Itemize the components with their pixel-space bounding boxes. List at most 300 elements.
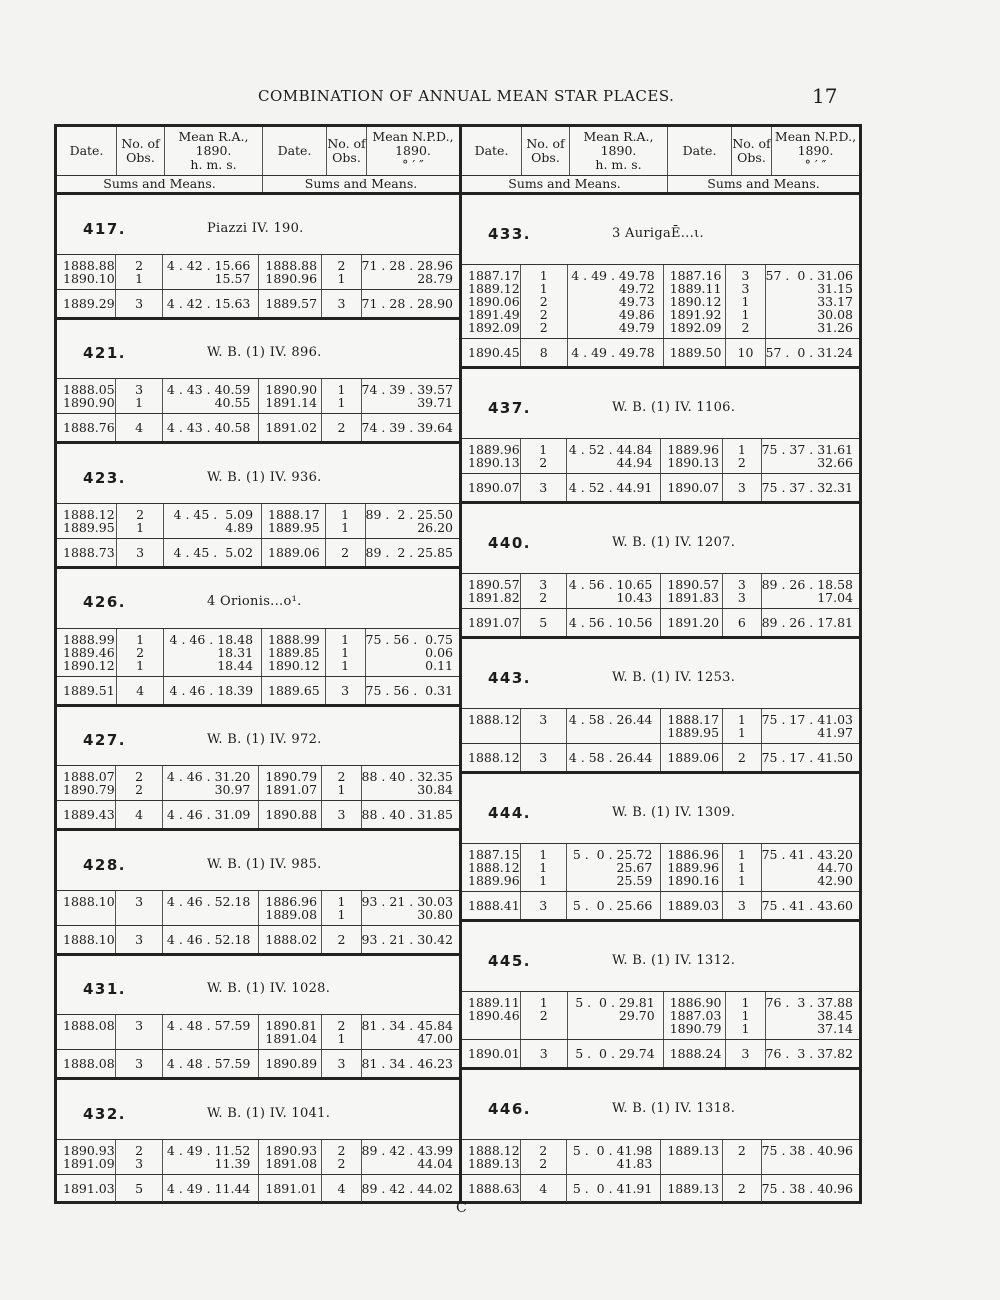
header-date: [668, 127, 732, 175]
obs-count-cell-value: 3: [741, 281, 750, 296]
mean-ra-cell-value: 4 . 49 . 11.44: [166, 1181, 251, 1196]
star-designation: W. B. (1) IV. 1253.: [612, 670, 736, 686]
date-cell: [57, 504, 117, 538]
obs-count-cell: [322, 1015, 361, 1049]
header-obs-text: No. of: [327, 136, 366, 151]
date-cell-value: 1890.57: [667, 577, 720, 592]
obs-count-cell-value: 5: [135, 1181, 144, 1196]
mean-ra-cell-value: 4 . 49 . 49.78: [571, 345, 655, 360]
mean-npd-cell: [762, 1175, 859, 1202]
mean-npd-cell: [366, 629, 459, 676]
mean-ra-cell: [567, 844, 662, 891]
obs-count-cell-value: 1: [741, 1021, 750, 1036]
signature-mark: C: [456, 1200, 467, 1216]
date-cell: [462, 474, 521, 501]
star-designation: W. B. (1) IV. 985.: [207, 856, 322, 872]
obs-count-cell-value: 3: [737, 898, 746, 913]
obs-count-cell: [521, 265, 568, 338]
sums-and-means-result-row: [57, 414, 459, 441]
obs-count-cell-value: 3: [539, 712, 548, 727]
obs-count-cell-value: 2: [539, 307, 548, 322]
obs-count-cell-value: 1: [341, 644, 350, 660]
mean-npd-cell-value: 39.71: [417, 395, 453, 411]
sums-and-means-label: Sums and Means.: [462, 176, 668, 192]
star-group-title: [462, 195, 859, 264]
star-group-body: [462, 708, 859, 771]
date-cell: [661, 744, 723, 771]
obs-count-cell: [521, 609, 567, 636]
date-cell-value: 1890.13: [667, 455, 720, 470]
obs-count-cell-value: 2: [539, 590, 548, 605]
page-header: [0, 84, 1000, 108]
mean-npd-cell-value: 71 . 28 . 28.96: [361, 257, 453, 273]
sums-and-means-result-row: [462, 609, 859, 636]
obs-count-cell-value: 2: [337, 1018, 346, 1034]
mean-ra-cell-value: 29.70: [618, 1008, 655, 1023]
obs-count-cell-value: [116, 1032, 162, 1045]
star-group-title: [462, 774, 859, 843]
obs-count-cell: [326, 504, 366, 538]
obs-count-cell-value: 1: [539, 860, 548, 875]
obs-count-cell-value: 4: [135, 807, 144, 823]
date-cell-value: 1892.09: [669, 320, 722, 335]
obs-count-cell: [116, 801, 163, 828]
date-cell-value: 1889.46: [63, 644, 115, 660]
date-cell-value: 1890.13: [468, 455, 520, 470]
mean-npd-cell: [762, 844, 859, 891]
date-cell: [259, 414, 322, 441]
star-group: [462, 922, 859, 1070]
mean-ra-cell: [567, 1140, 662, 1174]
date-cell-value: 1890.01: [468, 1046, 520, 1061]
date-cell-value: 1890.06: [468, 294, 520, 309]
date-cell-value: 1891.08: [265, 1156, 318, 1171]
obs-count-cell: [521, 709, 567, 743]
obs-count-cell-value: 1: [136, 657, 145, 673]
star-designation: Piazzi IV. 190.: [207, 220, 304, 236]
mean-ra-cell-value: 49.86: [618, 307, 655, 322]
sums-and-means-result-row: [57, 290, 459, 317]
mean-ra-cell-value: 4 . 46 . 52.18: [166, 931, 251, 947]
obs-count-cell: [322, 1050, 361, 1077]
star-number: 440.: [488, 534, 532, 553]
star-group: [462, 639, 859, 774]
obs-count-cell: [521, 992, 568, 1039]
date-cell: [462, 1040, 521, 1067]
obs-count-cell-value: 1: [337, 395, 346, 411]
mean-npd-cell-value: 75 . 17 . 41.50: [761, 750, 853, 765]
star-designation: W. B. (1) IV. 1028.: [207, 981, 331, 997]
obs-count-cell: [322, 255, 361, 289]
obs-count-cell: [116, 891, 163, 925]
obs-count-cell-value: 1: [737, 847, 746, 862]
obs-count-cell-value: 1: [341, 657, 350, 673]
header-mean-npd-text: 1890.: [797, 143, 834, 158]
date-cell: [462, 609, 521, 636]
date-cell: [57, 891, 116, 925]
date-cell: [259, 255, 322, 289]
date-cell-value: 1886.90: [669, 995, 722, 1010]
mean-npd-cell-value: 88 . 40 . 31.85: [361, 807, 453, 823]
date-cell-value: 1888.24: [669, 1046, 722, 1061]
obs-count-cell: [116, 926, 163, 953]
date-cell-value: 1888.17: [667, 712, 720, 727]
mean-ra-cell-value: 4 . 56 . 10.65: [568, 577, 653, 592]
mean-ra-cell-value: 40.55: [214, 395, 251, 411]
date-cell: [57, 290, 116, 317]
obs-count-cell: [723, 744, 761, 771]
mean-npd-cell-value: 31.15: [817, 281, 853, 296]
obs-count-cell-value: 3: [539, 898, 548, 913]
mean-npd-cell-value: 75 . 37 . 32.31: [761, 480, 853, 495]
header-mean-ra-text: Mean R.A.,: [583, 129, 654, 144]
date-cell: [57, 1050, 116, 1077]
obs-count-cell: [521, 1040, 568, 1067]
mean-ra-cell-value: 5 . 0 . 41.98: [572, 1143, 653, 1158]
sums-and-means-result-row: [57, 1175, 459, 1202]
star-groups: [57, 195, 459, 1202]
date-cell-value: 1887.15: [468, 847, 520, 862]
star-designation: W. B. (1) IV. 1309.: [612, 805, 736, 821]
obs-count-cell: [326, 539, 366, 566]
obs-count-cell-value: 3: [135, 295, 144, 311]
header-mean-ra-text: 1890.: [195, 143, 232, 158]
date-cell-value: 1888.88: [63, 257, 115, 273]
date-cell-value: 1890.46: [468, 1008, 520, 1023]
star-group-body: [462, 843, 859, 919]
mean-ra-cell: [567, 574, 662, 608]
mean-npd-cell: [766, 1040, 859, 1067]
obs-count-cell: [723, 474, 761, 501]
star-group-body: [462, 573, 859, 636]
mean-npd-cell-value: 88 . 40 . 32.35: [361, 769, 453, 785]
obs-count-cell-value: 1: [539, 995, 548, 1010]
sums-and-means-label: Sums and Means.: [707, 176, 820, 191]
star-group-title: [462, 369, 859, 438]
star-number: 437.: [488, 399, 532, 418]
date-cell: [462, 709, 521, 743]
obs-count-cell-value: 4: [337, 1181, 346, 1196]
star-designation: W. B. (1) IV. 936.: [207, 469, 322, 485]
mean-ra-cell: [163, 1015, 259, 1049]
obs-count-cell-value: 2: [539, 320, 548, 335]
date-cell: [462, 992, 521, 1039]
mean-npd-cell-value: 0.11: [425, 657, 453, 673]
date-cell: [57, 539, 117, 566]
date-cell: [57, 677, 117, 704]
mean-ra-cell-value: 5 . 0 . 25.72: [572, 847, 653, 862]
header-date-text: Date.: [682, 143, 717, 158]
obs-count-cell: [723, 709, 761, 743]
date-cell-value: 1889.06: [268, 544, 320, 560]
date-cell: [57, 766, 116, 800]
date-cell: [57, 1015, 116, 1049]
date-cell: [57, 629, 117, 676]
date-cell-value: 1889.96: [667, 442, 720, 457]
obs-count-cell: [723, 1175, 761, 1202]
mean-npd-cell-value: 28.79: [417, 270, 453, 286]
star-group-title: [57, 195, 459, 254]
star-group: [57, 444, 459, 569]
mean-npd-cell: [362, 1050, 459, 1077]
date-cell-value: 1889.43: [63, 807, 115, 823]
mean-ra-cell-value: 4 . 58 . 26.44: [568, 712, 653, 727]
date-cell-value: 1889.03: [667, 898, 720, 913]
date-cell-value: 1888.08: [63, 1056, 115, 1072]
mean-npd-cell: [762, 574, 859, 608]
star-group: [462, 195, 859, 369]
obs-count-cell-value: 2: [337, 1143, 346, 1158]
date-cell-value: 1889.85: [268, 644, 320, 660]
obs-count-cell-value: 1: [539, 281, 548, 296]
date-cell: [661, 892, 723, 919]
observations-row: [462, 844, 859, 892]
star-group-body: [57, 765, 459, 828]
star-group: [462, 504, 859, 639]
star-group-body: [462, 264, 859, 366]
mean-ra-cell: [568, 1040, 664, 1067]
obs-count-cell-value: 3: [135, 1156, 144, 1171]
sums-and-means-result-row: [57, 1050, 459, 1077]
date-cell: [259, 801, 322, 828]
obs-count-cell-value: 1: [741, 307, 750, 322]
date-cell: [57, 926, 116, 953]
mean-ra-cell: [163, 379, 259, 413]
obs-count-cell-value: 3: [337, 295, 346, 311]
header-mean-npd-text: Mean N.P.D.,: [372, 129, 454, 144]
mean-npd-cell-value: 81 . 34 . 46.23: [361, 1056, 453, 1072]
date-cell: [57, 379, 116, 413]
obs-count-cell-value: 4: [135, 420, 144, 436]
date-cell-value: 1890.90: [265, 382, 318, 398]
header-date: [462, 127, 522, 175]
mean-npd-cell-value: 74 . 39 . 39.57: [361, 382, 453, 398]
date-cell: [462, 265, 521, 338]
date-cell-value: 1890.16: [667, 873, 720, 888]
header-date-text: Date.: [277, 143, 312, 158]
obs-count-cell: [322, 1175, 361, 1202]
date-cell-value: 1891.82: [468, 590, 520, 605]
header-obs-text: Obs.: [126, 150, 155, 165]
observations-row: [57, 255, 459, 290]
mean-ra-cell-value: 4 . 46 . 18.48: [169, 631, 254, 647]
star-designation: W. B. (1) IV. 1041.: [207, 1105, 331, 1121]
obs-count-cell-value: [723, 1157, 760, 1170]
mean-npd-cell-value: 57 . 0 . 31.06: [765, 268, 853, 283]
mean-npd-cell-value: 81 . 34 . 45.84: [361, 1018, 453, 1034]
star-number: 426.: [83, 593, 127, 612]
star-group-title: [462, 639, 859, 708]
obs-count-cell-value: 2: [539, 455, 548, 470]
date-cell: [259, 379, 322, 413]
mean-ra-cell: [567, 709, 662, 743]
sums-and-means-label: Sums and Means.: [304, 176, 418, 191]
mean-ra-cell: [163, 1140, 259, 1174]
star-group: [57, 195, 459, 320]
obs-count-cell-value: 2: [539, 1008, 548, 1023]
star-group-title: [462, 922, 859, 991]
mean-ra-cell-value: 44.94: [616, 455, 653, 470]
header-obs-text: No. of: [121, 136, 160, 151]
obs-count-cell: [521, 744, 567, 771]
obs-count-cell-value: 3: [737, 590, 746, 605]
obs-count-cell-value: 2: [135, 257, 144, 273]
date-cell: [661, 439, 723, 473]
mean-ra-cell-value: 49.72: [618, 281, 655, 296]
obs-count-cell-value: 1: [539, 268, 548, 283]
obs-count-cell-value: 3: [539, 480, 548, 495]
date-cell-value: 1888.12: [468, 1143, 520, 1158]
obs-count-cell-value: [521, 726, 566, 739]
mean-npd-cell-value: 93 . 21 . 30.42: [361, 931, 453, 947]
star-number: 433.: [488, 225, 532, 244]
mean-npd-cell-value: 75 . 56 . 0.31: [365, 682, 453, 698]
sums-and-means-result-row: [57, 539, 459, 566]
header-date: [263, 127, 327, 175]
date-cell-value: 1890.90: [63, 395, 115, 411]
obs-count-cell-value: 3: [539, 1046, 548, 1061]
obs-count-cell-value: 3: [337, 1056, 346, 1072]
date-cell: [57, 1140, 116, 1174]
star-designation: 4 Orionis...o¹.: [207, 594, 302, 610]
mean-ra-cell: [164, 539, 262, 566]
date-cell-value: 1889.96: [468, 442, 520, 457]
star-designation: W. B. (1) IV. 972.: [207, 732, 322, 748]
mean-ra-cell-value: 4 . 49 . 11.52: [166, 1143, 251, 1158]
date-cell-value: 1889.06: [667, 750, 720, 765]
mean-ra-cell-value: 25.59: [616, 873, 653, 888]
date-cell-value: 1889.11: [468, 995, 520, 1010]
header-mean-npd-text: 1890.: [395, 143, 431, 158]
obs-count-cell-value: 1: [135, 270, 144, 286]
date-cell-value: 1889.95: [63, 519, 115, 535]
header-mean-npd-text: ° ′ ″: [402, 157, 424, 172]
obs-count-cell: [521, 892, 567, 919]
date-cell-value: 1888.99: [63, 631, 115, 647]
date-cell: [259, 891, 322, 925]
star-designation: W. B. (1) IV. 1312.: [612, 953, 736, 969]
header-mean-ra-text: h. m. s.: [190, 157, 237, 172]
star-number: 423.: [83, 468, 127, 487]
obs-count-cell-value: 4: [136, 682, 145, 698]
mean-npd-cell: [362, 379, 459, 413]
sums-and-means-result-row: [462, 474, 859, 501]
mean-ra-cell-value: 4.89: [225, 519, 254, 535]
header-obs-text: Obs.: [737, 150, 766, 165]
mean-ra-cell: [567, 609, 662, 636]
observations-row: [57, 1015, 459, 1050]
sums-and-means-result-row: [462, 892, 859, 919]
date-cell-value: 1890.10: [63, 270, 115, 286]
star-group-body: [57, 628, 459, 704]
running-title: COMBINATION OF ANNUAL MEAN STAR PLACES.: [258, 87, 675, 105]
obs-count-cell-value: 2: [737, 750, 746, 765]
mean-npd-cell-value: 76 . 3 . 37.82: [765, 1046, 853, 1061]
header-mean-ra-text: 1890.: [600, 143, 637, 158]
star-number: 428.: [83, 855, 127, 874]
star-group: [57, 831, 459, 956]
mean-npd-cell: [366, 504, 459, 538]
date-cell-value: 1888.07: [63, 769, 115, 785]
mean-ra-cell-value: 4 . 48 . 57.59: [166, 1056, 251, 1072]
obs-count-cell: [726, 339, 765, 366]
star-group-title: [57, 956, 459, 1015]
date-cell: [259, 1050, 322, 1077]
date-cell-value: 1891.02: [265, 420, 318, 436]
obs-count-cell: [322, 290, 361, 317]
observations-row: [57, 379, 459, 414]
star-group: [57, 569, 459, 707]
mean-ra-cell-value: 4 . 43 . 40.58: [166, 420, 251, 436]
mean-npd-cell: [362, 891, 459, 925]
mean-npd-cell: [762, 1140, 859, 1174]
date-cell-value: 1889.11: [669, 281, 722, 296]
mean-npd-cell: [762, 439, 859, 473]
mean-npd-cell: [362, 801, 459, 828]
header-mean-npd-text: ° ′ ″: [804, 157, 827, 172]
observations-row: [462, 574, 859, 609]
mean-ra-cell-value: [567, 726, 653, 739]
obs-count-cell-value: 2: [337, 257, 346, 273]
mean-ra-cell: [163, 891, 259, 925]
obs-count-cell-value: 1: [539, 873, 548, 888]
mean-ra-cell: [567, 892, 662, 919]
star-number: 444.: [488, 804, 532, 823]
star-groups: [462, 195, 859, 1202]
obs-count-cell-value: 2: [136, 644, 145, 660]
date-cell-value: 1890.07: [468, 480, 520, 495]
obs-count-cell: [726, 265, 765, 338]
obs-count-cell-value: 1: [135, 395, 144, 411]
date-cell-value: 1888.12: [468, 860, 520, 875]
mean-npd-cell-value: 30.80: [417, 906, 453, 922]
mean-npd-cell-value: 89 . 42 . 44.02: [361, 1181, 453, 1196]
star-group: [462, 1070, 859, 1202]
star-designation: W. B. (1) IV. 1106.: [612, 400, 736, 416]
sums-and-means-result-row: [462, 1175, 859, 1202]
obs-count-cell: [521, 439, 567, 473]
obs-count-cell: [117, 539, 165, 566]
star-number: 417.: [83, 219, 127, 238]
date-cell-value: 1888.63: [468, 1181, 520, 1196]
mean-npd-cell-value: 42.90: [817, 873, 853, 888]
mean-ra-cell-value: 10.43: [616, 590, 653, 605]
date-cell: [259, 766, 322, 800]
star-designation: W. B. (1) IV. 896.: [207, 345, 322, 361]
obs-count-cell: [116, 1140, 163, 1174]
obs-count-cell-value: 2: [737, 455, 746, 470]
star-group-body: [57, 503, 459, 566]
sums-and-means-result-row: [57, 677, 459, 704]
date-cell: [262, 504, 326, 538]
obs-count-cell: [322, 891, 361, 925]
mean-npd-cell-value: 89 . 26 . 18.58: [761, 577, 853, 592]
date-cell-value: 1888.73: [63, 544, 115, 560]
date-cell-value: 1890.57: [468, 577, 520, 592]
obs-count-cell: [521, 1140, 567, 1174]
date-cell-value: 1888.05: [63, 382, 115, 398]
obs-count-cell: [117, 504, 165, 538]
obs-count-cell: [726, 992, 765, 1039]
mean-ra-cell: [568, 339, 664, 366]
date-cell: [262, 677, 326, 704]
sums-and-means-result-row: [462, 1040, 859, 1067]
obs-count-cell-value: 3: [539, 750, 548, 765]
obs-count-cell-value: 2: [741, 320, 750, 335]
obs-count-cell-value: 3: [337, 807, 346, 823]
obs-count-cell-value: 2: [337, 1156, 346, 1171]
obs-count-cell-value: 4: [539, 1181, 548, 1196]
